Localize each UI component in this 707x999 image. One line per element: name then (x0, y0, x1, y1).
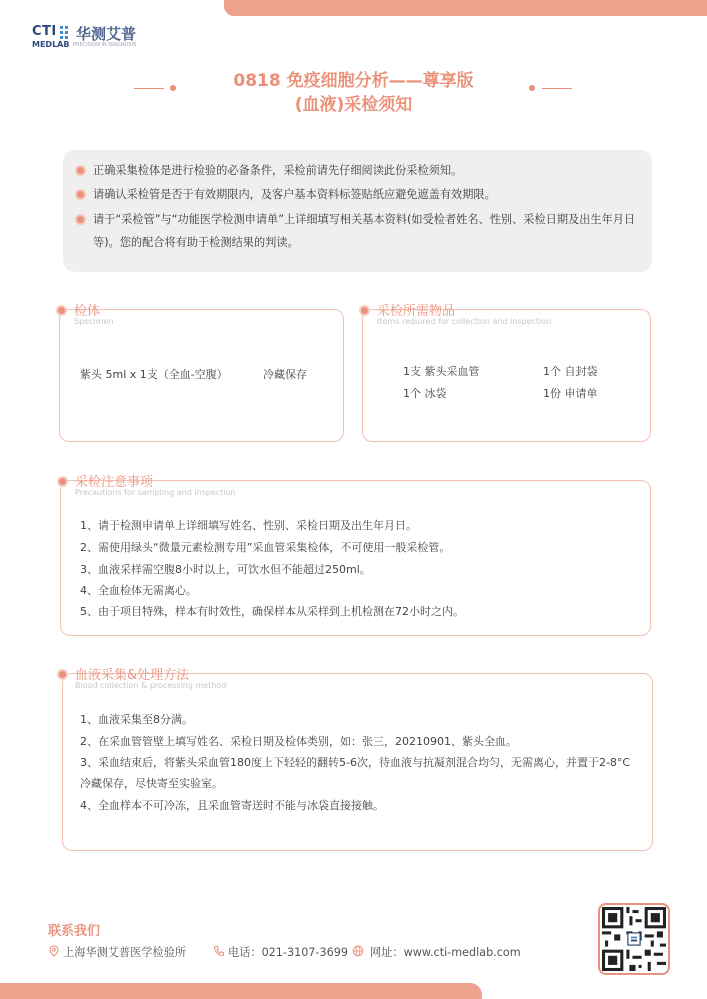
processing-subtitle: Blood collection & processing method (75, 681, 227, 690)
processing-item: 2、在采血管管壁上填写姓名、采检日期及检体类别，如：张三，20210901、紫头全血。 (80, 735, 517, 748)
precaution-item: 4、全血检体无需离心。 (80, 584, 197, 597)
specimen-title: 检体 (74, 304, 101, 319)
phone-text: 电话：021-3107-3699 (228, 946, 348, 959)
supply-item: 1个 自封袋 (543, 365, 598, 378)
globe-icon (352, 945, 364, 957)
processing-item: 4、全血样本不可冷冻，且采血管寄送时不能与冰袋直接接触。 (80, 799, 384, 812)
logo-medlab-text: MEDLAB (32, 40, 70, 49)
page-subtitle: (血液)采检须知 (294, 95, 413, 115)
processing-item: 3、采血结束后，将紫头采血管180度上下轻轻的翻转5-6次，待血液与抗凝剂混合均匀，无需离心，并置于2-8°C (80, 756, 631, 769)
specimen-subtitle: Specimen (74, 317, 114, 326)
bullet-icon (59, 671, 66, 678)
specimen-storage: 冷藏保存 (263, 368, 307, 381)
specimen-item: 紫头 5ml x 1支（全血-空腹） (80, 368, 228, 381)
supply-item: 1支 紫头采血管 (403, 365, 480, 378)
bullet-icon (77, 191, 84, 198)
logo-cti-text: CTI (32, 24, 57, 39)
logo-dots-icon (60, 26, 74, 38)
contact-title: 联系我们 (48, 924, 101, 939)
precaution-item: 5、由于项目特殊，样本有时效性，确保样本从采样到上机检测在72小时之内。 (80, 605, 464, 618)
bullet-icon (77, 167, 84, 174)
qr-code-icon (602, 907, 666, 971)
precaution-item: 1、请于检测申请单上详细填写姓名、性别、采检日期及出生年月日。 (80, 519, 417, 532)
logo-chinese-name: 华测艾普 (76, 25, 137, 43)
top-decoration-bar (224, 0, 707, 16)
precaution-item: 2、需使用绿头“微量元素检测专用”采血管采集检体，不可使用一般采检管。 (80, 541, 451, 554)
bottom-decoration-bar (0, 983, 482, 999)
supplies-subtitle: Items required for collection and inspection (377, 317, 552, 326)
bullet-icon (77, 216, 84, 223)
phone-icon (213, 945, 225, 957)
bullet-icon (58, 307, 65, 314)
precautions-title: 采检注意事项 (75, 475, 154, 490)
address-text: 上海华测艾普医学检验所 (63, 946, 187, 959)
logo-tagline: PRECISION IN DIAGNOSIS (73, 42, 137, 48)
processing-item: 1、血液采集至8分满。 (80, 713, 193, 726)
precautions-subtitle: Precautions for sampling and inspection (75, 488, 236, 497)
supply-item: 1个 冰袋 (403, 387, 447, 400)
processing-title: 血液采集&处理方法 (75, 668, 190, 683)
website-link[interactable]: 网址：www.cti-medlab.com (370, 946, 521, 959)
bullet-icon (59, 478, 66, 485)
bullet-icon (361, 307, 368, 314)
page-title: 0818 免疫细胞分析——尊享版 (233, 71, 474, 91)
supply-item: 1份 申请单 (543, 387, 598, 400)
supplies-title: 采检所需物品 (377, 304, 456, 319)
location-icon (48, 945, 60, 957)
notice-box: 正确采集检体是进行检验的必备条件，采检前请先仔细阅读此份采检须知。 请确认采检管是否于有效期限内，及客户基本资料标签贴纸应避免遮盖有效期限。 请于“采检管”与“功能医学检测申请单”上详细填写相关基本资料(如受检者姓名、性别、采检日期及出生年月日等)。您的配合将有助于检测结果的判读。 (63, 150, 652, 272)
qr-code (598, 903, 670, 975)
processing-item: 冷藏保存，尽快寄至实验室。 (80, 777, 223, 790)
precaution-item: 3、血液采样需空腹8小时以上，可饮水但不能超过250ml。 (80, 563, 371, 576)
